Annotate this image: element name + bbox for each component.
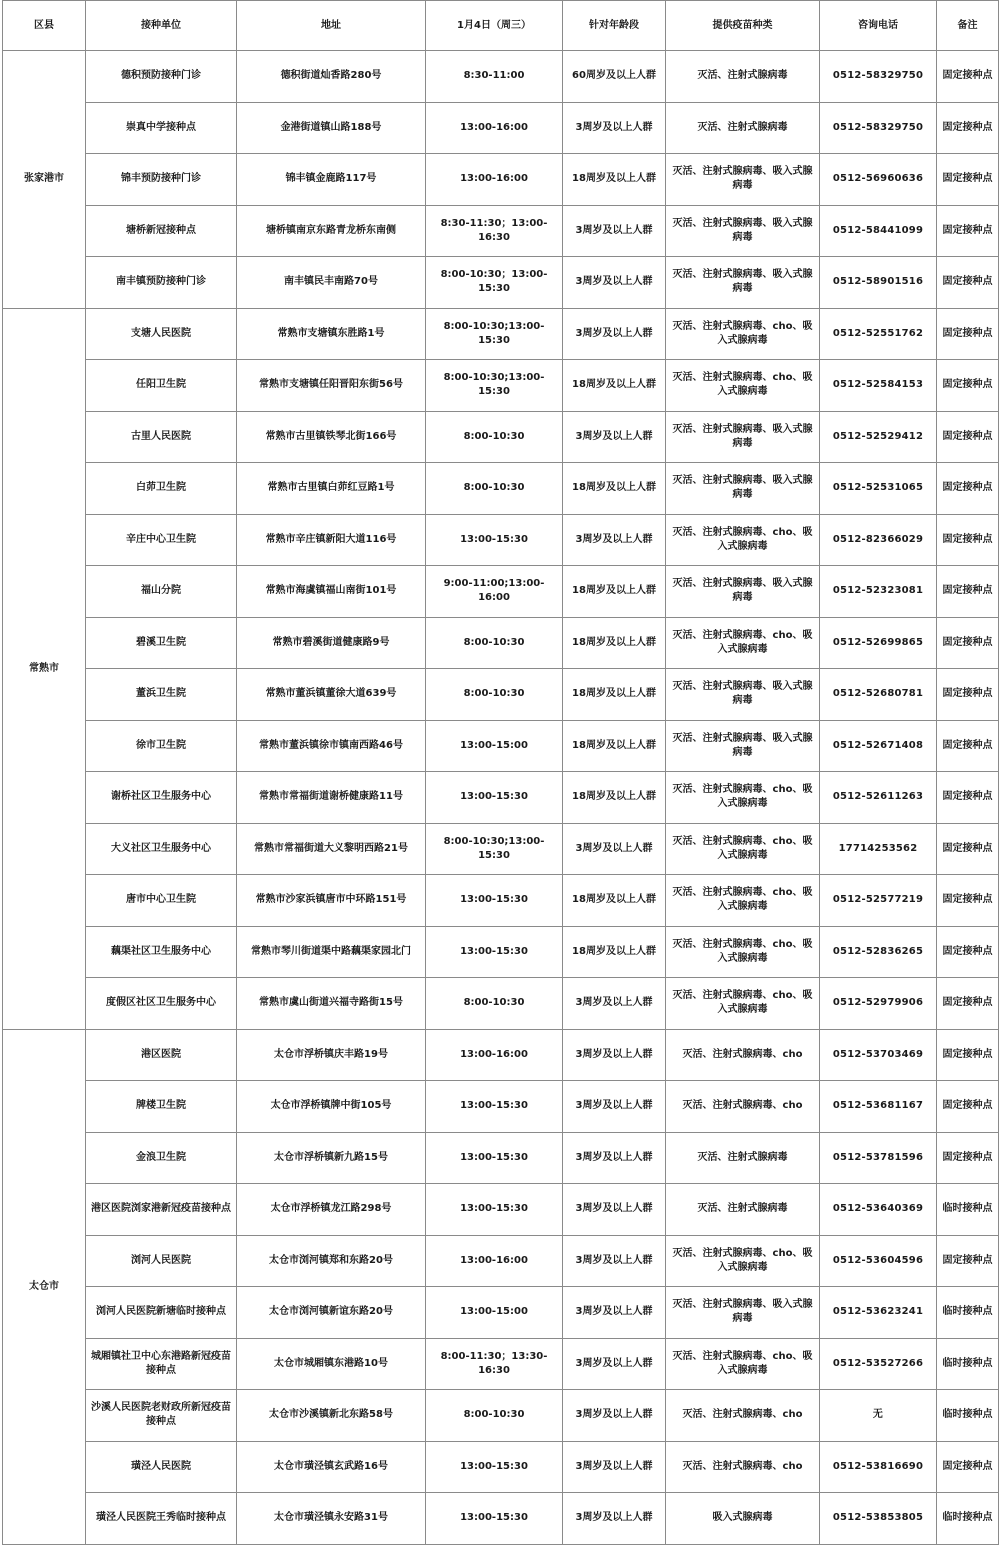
remark-cell: 临时接种点 <box>937 1184 999 1236</box>
table-row <box>3 1441 999 1493</box>
unit-cell: 谢桥社区卫生服务中心 <box>86 772 237 824</box>
unit-cell: 任阳卫生院 <box>86 360 237 412</box>
vaccine-cell: 灭活、注射式腺病毒、cho、吸入式腺病毒 <box>666 1338 820 1390</box>
unit-cell: 唐市中心卫生院 <box>86 875 237 927</box>
unit-cell: 大义社区卫生服务中心 <box>86 823 237 875</box>
phone-cell: 0512-58901516 <box>820 257 937 309</box>
remark-cell: 固定接种点 <box>937 1081 999 1133</box>
phone-cell: 0512-53853805 <box>820 1493 937 1545</box>
unit-cell: 沙溪人民医院老财政所新冠疫苗接种点 <box>86 1390 237 1442</box>
table-row <box>3 978 999 1030</box>
phone-cell: 0512-58329750 <box>820 51 937 103</box>
remark-cell: 固定接种点 <box>937 617 999 669</box>
time-cell: 13:00-15:00 <box>426 1287 563 1339</box>
remark-cell: 固定接种点 <box>937 1132 999 1184</box>
time-cell: 13:00-16:00 <box>426 1029 563 1081</box>
age-group-cell: 60周岁及以上人群 <box>563 51 666 103</box>
phone-cell: 17714253562 <box>820 823 937 875</box>
age-group-cell: 18周岁及以上人群 <box>563 617 666 669</box>
remark-cell: 临时接种点 <box>937 1287 999 1339</box>
table-row <box>3 1493 999 1545</box>
vaccine-cell: 灭活、注射式腺病毒、cho、吸入式腺病毒 <box>666 1235 820 1287</box>
district-cell: 常熟市 <box>3 308 86 1029</box>
address-cell: 德积街道灿香路280号 <box>237 51 426 103</box>
vaccine-cell: 灭活、注射式腺病毒、cho <box>666 1081 820 1133</box>
header-remarks: 备注 <box>937 1 999 51</box>
table-body <box>3 51 999 1545</box>
table-row <box>3 308 999 360</box>
phone-cell: 0512-52680781 <box>820 669 937 721</box>
time-cell: 13:00-15:30 <box>426 1184 563 1236</box>
table-row <box>3 720 999 772</box>
phone-cell: 0512-53681167 <box>820 1081 937 1133</box>
address-cell: 常熟市古里镇铁琴北街166号 <box>237 411 426 463</box>
age-group-cell: 3周岁及以上人群 <box>563 1338 666 1390</box>
remark-cell: 固定接种点 <box>937 257 999 309</box>
vaccine-cell: 灭活、注射式腺病毒、cho <box>666 1029 820 1081</box>
address-cell: 常熟市海虞镇福山南街101号 <box>237 566 426 618</box>
age-group-cell: 3周岁及以上人群 <box>563 1235 666 1287</box>
header-unit: 接种单位 <box>86 1 237 51</box>
age-group-cell: 3周岁及以上人群 <box>563 411 666 463</box>
table-row <box>3 1184 999 1236</box>
address-cell: 常熟市碧溪街道健康路9号 <box>237 617 426 669</box>
vaccine-cell: 灭活、注射式腺病毒、吸入式腺病毒 <box>666 669 820 721</box>
age-group-cell: 3周岁及以上人群 <box>563 1287 666 1339</box>
table-row <box>3 360 999 412</box>
unit-cell: 浏河人民医院新塘临时接种点 <box>86 1287 237 1339</box>
district-cell: 太仓市 <box>3 1029 86 1544</box>
remark-cell: 固定接种点 <box>937 1235 999 1287</box>
remark-cell: 固定接种点 <box>937 978 999 1030</box>
address-cell: 塘桥镇南京东路青龙桥东南侧 <box>237 205 426 257</box>
unit-cell: 浏河人民医院 <box>86 1235 237 1287</box>
unit-cell: 藕渠社区卫生服务中心 <box>86 926 237 978</box>
address-cell: 常熟市古里镇白茆红豆路1号 <box>237 463 426 515</box>
remark-cell: 固定接种点 <box>937 823 999 875</box>
age-group-cell: 18周岁及以上人群 <box>563 154 666 206</box>
table-row <box>3 1338 999 1390</box>
time-cell: 8:00-10:30 <box>426 617 563 669</box>
address-cell: 太仓市浏河镇郑和东路20号 <box>237 1235 426 1287</box>
phone-cell: 0512-52979906 <box>820 978 937 1030</box>
address-cell: 太仓市浮桥镇龙江路298号 <box>237 1184 426 1236</box>
vaccine-cell: 灭活、注射式腺病毒 <box>666 102 820 154</box>
vaccine-cell: 灭活、注射式腺病毒、cho、吸入式腺病毒 <box>666 875 820 927</box>
remark-cell: 固定接种点 <box>937 875 999 927</box>
age-group-cell: 3周岁及以上人群 <box>563 1081 666 1133</box>
time-cell: 8:00-10:30 <box>426 1390 563 1442</box>
phone-cell: 0512-52531065 <box>820 463 937 515</box>
time-cell: 8:00-10:30;13:00-15:30 <box>426 308 563 360</box>
address-cell: 锦丰镇金鹿路117号 <box>237 154 426 206</box>
vaccine-cell: 灭活、注射式腺病毒、cho <box>666 1390 820 1442</box>
address-cell: 常熟市常福街道大义黎明西路21号 <box>237 823 426 875</box>
age-group-cell: 3周岁及以上人群 <box>563 1493 666 1545</box>
phone-cell: 0512-58441099 <box>820 205 937 257</box>
header-district: 区县 <box>3 1 86 51</box>
time-cell: 13:00-16:00 <box>426 102 563 154</box>
time-cell: 13:00-15:00 <box>426 720 563 772</box>
unit-cell: 福山分院 <box>86 566 237 618</box>
vaccine-cell: 灭活、注射式腺病毒、吸入式腺病毒 <box>666 257 820 309</box>
phone-cell: 0512-53781596 <box>820 1132 937 1184</box>
table-row <box>3 411 999 463</box>
unit-cell: 古里人民医院 <box>86 411 237 463</box>
phone-cell: 0512-53816690 <box>820 1441 937 1493</box>
table-header <box>3 1 999 51</box>
vaccine-cell: 灭活、注射式腺病毒、cho、吸入式腺病毒 <box>666 823 820 875</box>
remark-cell: 固定接种点 <box>937 514 999 566</box>
time-cell: 13:00-16:00 <box>426 154 563 206</box>
remark-cell: 固定接种点 <box>937 308 999 360</box>
phone-cell: 0512-52551762 <box>820 308 937 360</box>
address-cell: 太仓市浏河镇新谊东路20号 <box>237 1287 426 1339</box>
phone-cell: 0512-52323081 <box>820 566 937 618</box>
table-row <box>3 1029 999 1081</box>
address-cell: 常熟市董浜镇董徐大道639号 <box>237 669 426 721</box>
time-cell: 13:00-15:30 <box>426 772 563 824</box>
time-cell: 8:30-11:00 <box>426 51 563 103</box>
remark-cell: 固定接种点 <box>937 772 999 824</box>
remark-cell: 临时接种点 <box>937 1338 999 1390</box>
vaccine-cell: 灭活、注射式腺病毒 <box>666 1132 820 1184</box>
age-group-cell: 3周岁及以上人群 <box>563 205 666 257</box>
header-vaccine-types: 提供疫苗种类 <box>666 1 820 51</box>
address-cell: 太仓市浮桥镇牌中街105号 <box>237 1081 426 1133</box>
vaccine-cell: 灭活、注射式腺病毒、cho、吸入式腺病毒 <box>666 926 820 978</box>
age-group-cell: 3周岁及以上人群 <box>563 1029 666 1081</box>
unit-cell: 白茆卫生院 <box>86 463 237 515</box>
age-group-cell: 3周岁及以上人群 <box>563 257 666 309</box>
table-row <box>3 1287 999 1339</box>
unit-cell: 塘桥新冠接种点 <box>86 205 237 257</box>
table-row <box>3 154 999 206</box>
phone-cell: 0512-53640369 <box>820 1184 937 1236</box>
phone-cell: 0512-52671408 <box>820 720 937 772</box>
unit-cell: 徐市卫生院 <box>86 720 237 772</box>
address-cell: 太仓市浮桥镇庆丰路19号 <box>237 1029 426 1081</box>
phone-cell: 0512-52577219 <box>820 875 937 927</box>
age-group-cell: 18周岁及以上人群 <box>563 360 666 412</box>
phone-cell: 无 <box>820 1390 937 1442</box>
header-phone: 咨询电话 <box>820 1 937 51</box>
vaccine-cell: 灭活、注射式腺病毒、吸入式腺病毒 <box>666 411 820 463</box>
remark-cell: 固定接种点 <box>937 51 999 103</box>
age-group-cell: 3周岁及以上人群 <box>563 978 666 1030</box>
vaccine-cell: 灭活、注射式腺病毒、cho <box>666 1441 820 1493</box>
remark-cell: 固定接种点 <box>937 566 999 618</box>
time-cell: 8:00-10:30;13:00-15:30 <box>426 823 563 875</box>
remark-cell: 固定接种点 <box>937 669 999 721</box>
age-group-cell: 18周岁及以上人群 <box>563 875 666 927</box>
address-cell: 太仓市浮桥镇新九路15号 <box>237 1132 426 1184</box>
address-cell: 太仓市璜泾镇玄武路16号 <box>237 1441 426 1493</box>
address-cell: 常熟市沙家浜镇唐市中环路151号 <box>237 875 426 927</box>
unit-cell: 度假区社区卫生服务中心 <box>86 978 237 1030</box>
time-cell: 8:00-10:30 <box>426 978 563 1030</box>
table-row <box>3 257 999 309</box>
vaccine-cell: 灭活、注射式腺病毒、cho、吸入式腺病毒 <box>666 978 820 1030</box>
vaccine-cell: 灭活、注射式腺病毒、吸入式腺病毒 <box>666 1287 820 1339</box>
age-group-cell: 3周岁及以上人群 <box>563 308 666 360</box>
time-cell: 13:00-15:30 <box>426 1132 563 1184</box>
vaccine-cell: 灭活、注射式腺病毒、cho、吸入式腺病毒 <box>666 772 820 824</box>
time-cell: 13:00-15:30 <box>426 875 563 927</box>
age-group-cell: 18周岁及以上人群 <box>563 463 666 515</box>
remark-cell: 固定接种点 <box>937 154 999 206</box>
vaccine-cell: 灭活、注射式腺病毒、cho、吸入式腺病毒 <box>666 360 820 412</box>
unit-cell: 董浜卫生院 <box>86 669 237 721</box>
age-group-cell: 18周岁及以上人群 <box>563 720 666 772</box>
unit-cell: 金浪卫生院 <box>86 1132 237 1184</box>
time-cell: 8:00-10:30 <box>426 411 563 463</box>
remark-cell: 固定接种点 <box>937 1029 999 1081</box>
time-cell: 13:00-15:30 <box>426 1441 563 1493</box>
table-row <box>3 102 999 154</box>
unit-cell: 港区医院 <box>86 1029 237 1081</box>
vaccine-cell: 灭活、注射式腺病毒、cho、吸入式腺病毒 <box>666 514 820 566</box>
table-row <box>3 1235 999 1287</box>
time-cell: 8:00-10:30；13:00-15:30 <box>426 257 563 309</box>
vaccine-cell: 灭活、注射式腺病毒、吸入式腺病毒 <box>666 566 820 618</box>
header-address: 地址 <box>237 1 426 51</box>
remark-cell: 固定接种点 <box>937 1441 999 1493</box>
table-row <box>3 772 999 824</box>
remark-cell: 固定接种点 <box>937 411 999 463</box>
age-group-cell: 18周岁及以上人群 <box>563 772 666 824</box>
header-row <box>3 1 999 51</box>
vaccine-cell: 灭活、注射式腺病毒、吸入式腺病毒 <box>666 720 820 772</box>
address-cell: 常熟市辛庄镇新阳大道116号 <box>237 514 426 566</box>
address-cell: 太仓市璜泾镇永安路31号 <box>237 1493 426 1545</box>
phone-cell: 0512-53703469 <box>820 1029 937 1081</box>
time-cell: 8:30-11:30；13:00-16:30 <box>426 205 563 257</box>
unit-cell: 南丰镇预防接种门诊 <box>86 257 237 309</box>
age-group-cell: 18周岁及以上人群 <box>563 669 666 721</box>
header-date: 1月4日（周三） <box>426 1 563 51</box>
phone-cell: 0512-58329750 <box>820 102 937 154</box>
table-row <box>3 463 999 515</box>
phone-cell: 0512-53623241 <box>820 1287 937 1339</box>
phone-cell: 0512-53527266 <box>820 1338 937 1390</box>
time-cell: 8:00-11:30；13:30-16:30 <box>426 1338 563 1390</box>
table-row <box>3 823 999 875</box>
age-group-cell: 3周岁及以上人群 <box>563 1390 666 1442</box>
remark-cell: 临时接种点 <box>937 1493 999 1545</box>
unit-cell: 璜泾人民医院王秀临时接种点 <box>86 1493 237 1545</box>
vaccine-cell: 灭活、注射式腺病毒、吸入式腺病毒 <box>666 205 820 257</box>
vaccine-cell: 灭活、注射式腺病毒 <box>666 51 820 103</box>
time-cell: 13:00-15:30 <box>426 1493 563 1545</box>
address-cell: 金港街道镇山路188号 <box>237 102 426 154</box>
table-row <box>3 51 999 103</box>
age-group-cell: 3周岁及以上人群 <box>563 1132 666 1184</box>
unit-cell: 璜泾人民医院 <box>86 1441 237 1493</box>
address-cell: 南丰镇民丰南路70号 <box>237 257 426 309</box>
address-cell: 常熟市虞山街道兴福寺路街15号 <box>237 978 426 1030</box>
table-row <box>3 514 999 566</box>
address-cell: 太仓市沙溪镇新北东路58号 <box>237 1390 426 1442</box>
age-group-cell: 3周岁及以上人群 <box>563 1441 666 1493</box>
vaccine-cell: 灭活、注射式腺病毒、cho、吸入式腺病毒 <box>666 617 820 669</box>
remark-cell: 固定接种点 <box>937 102 999 154</box>
vaccine-cell: 灭活、注射式腺病毒、吸入式腺病毒 <box>666 154 820 206</box>
address-cell: 常熟市支塘镇东胜路1号 <box>237 308 426 360</box>
phone-cell: 0512-52699865 <box>820 617 937 669</box>
address-cell: 常熟市董浜镇徐市镇南西路46号 <box>237 720 426 772</box>
time-cell: 13:00-15:30 <box>426 1081 563 1133</box>
vaccine-cell: 灭活、注射式腺病毒 <box>666 1184 820 1236</box>
age-group-cell: 18周岁及以上人群 <box>563 926 666 978</box>
time-cell: 13:00-15:30 <box>426 514 563 566</box>
phone-cell: 0512-82366029 <box>820 514 937 566</box>
table-row <box>3 205 999 257</box>
table-row <box>3 566 999 618</box>
vaccine-cell: 吸入式腺病毒 <box>666 1493 820 1545</box>
remark-cell: 临时接种点 <box>937 1390 999 1442</box>
address-cell: 常熟市琴川街道渠中路藕渠家园北门 <box>237 926 426 978</box>
address-cell: 常熟市常福街道谢桥健康路11号 <box>237 772 426 824</box>
remark-cell: 固定接种点 <box>937 463 999 515</box>
unit-cell: 锦丰预防接种门诊 <box>86 154 237 206</box>
unit-cell: 支塘人民医院 <box>86 308 237 360</box>
vaccine-cell: 灭活、注射式腺病毒、吸入式腺病毒 <box>666 463 820 515</box>
table-row <box>3 926 999 978</box>
time-cell: 8:00-10:30 <box>426 463 563 515</box>
unit-cell: 港区医院浏家港新冠疫苗接种点 <box>86 1184 237 1236</box>
age-group-cell: 3周岁及以上人群 <box>563 1184 666 1236</box>
table-row <box>3 1390 999 1442</box>
unit-cell: 城厢镇社卫中心东港路新冠疫苗接种点 <box>86 1338 237 1390</box>
unit-cell: 德积预防接种门诊 <box>86 51 237 103</box>
table-row <box>3 875 999 927</box>
unit-cell: 碧溪卫生院 <box>86 617 237 669</box>
header-age-group: 针对年龄段 <box>563 1 666 51</box>
time-cell: 8:00-10:30 <box>426 669 563 721</box>
time-cell: 8:00-10:30;13:00-15:30 <box>426 360 563 412</box>
remark-cell: 固定接种点 <box>937 926 999 978</box>
table-row <box>3 1081 999 1133</box>
age-group-cell: 18周岁及以上人群 <box>563 566 666 618</box>
remark-cell: 固定接种点 <box>937 205 999 257</box>
vaccination-schedule-table <box>2 0 999 1545</box>
table-row <box>3 617 999 669</box>
vaccine-cell: 灭活、注射式腺病毒、cho、吸入式腺病毒 <box>666 308 820 360</box>
time-cell: 13:00-16:00 <box>426 1235 563 1287</box>
age-group-cell: 3周岁及以上人群 <box>563 102 666 154</box>
district-cell: 张家港市 <box>3 51 86 309</box>
age-group-cell: 3周岁及以上人群 <box>563 823 666 875</box>
phone-cell: 0512-52584153 <box>820 360 937 412</box>
unit-cell: 崇真中学接种点 <box>86 102 237 154</box>
phone-cell: 0512-52529412 <box>820 411 937 463</box>
remark-cell: 固定接种点 <box>937 720 999 772</box>
age-group-cell: 3周岁及以上人群 <box>563 514 666 566</box>
unit-cell: 辛庄中心卫生院 <box>86 514 237 566</box>
phone-cell: 0512-52611263 <box>820 772 937 824</box>
address-cell: 常熟市支塘镇任阳晋阳东街56号 <box>237 360 426 412</box>
phone-cell: 0512-53604596 <box>820 1235 937 1287</box>
address-cell: 太仓市城厢镇东港路10号 <box>237 1338 426 1390</box>
remark-cell: 固定接种点 <box>937 360 999 412</box>
table-row <box>3 669 999 721</box>
phone-cell: 0512-56960636 <box>820 154 937 206</box>
phone-cell: 0512-52836265 <box>820 926 937 978</box>
time-cell: 9:00-11:00;13:00-16:00 <box>426 566 563 618</box>
time-cell: 13:00-15:30 <box>426 926 563 978</box>
table-row <box>3 1132 999 1184</box>
unit-cell: 牌楼卫生院 <box>86 1081 237 1133</box>
